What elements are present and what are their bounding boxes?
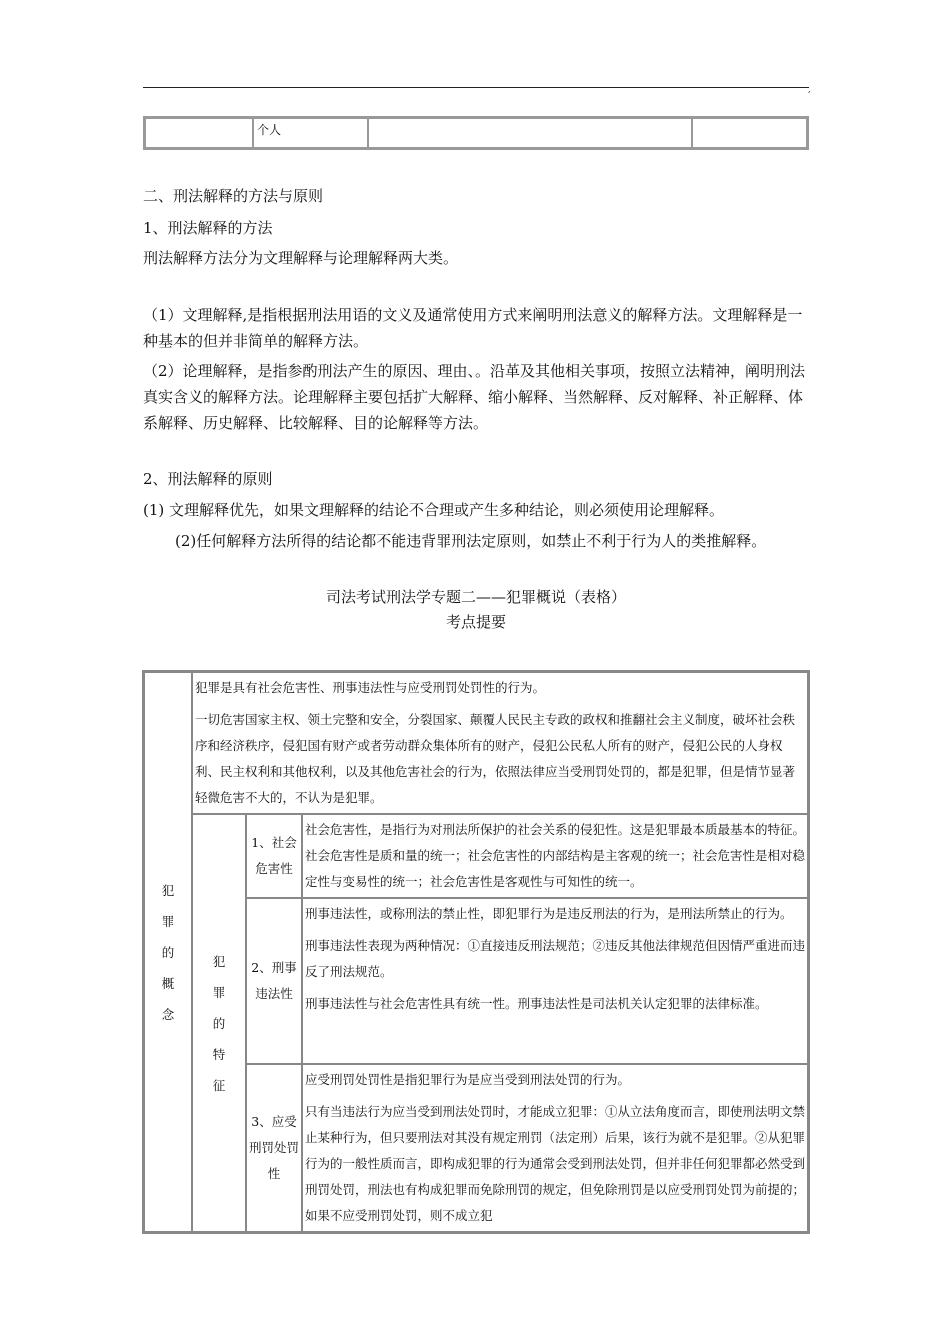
document-title: 司法考试刑法学专题二——犯罪概说（表格） — [325, 588, 626, 606]
crime-concept-table — [142, 670, 810, 1234]
features-label: 犯 罪 的 特 征 — [192, 814, 246, 1232]
methods-intro: 刑法解释方法分为文理解释与论理解释两大类。 — [143, 249, 459, 267]
row-label-crime-concept: 犯 罪 的 概 念 — [144, 672, 192, 1232]
feature-label-illegality: 2、刑事违法性 — [246, 898, 302, 1064]
subsection-heading-methods: 1、刑法解释的方法 — [143, 219, 273, 237]
feature-label-punishability: 3、应受刑罚处罚性 — [246, 1064, 302, 1232]
definition-statute: 一切危害国家主权、领土完整和安全，分裂国家、颠覆人民民主专政的政权和推翻社会主义制度，破坏社会秩序和经济秩序，侵犯国有财产或者劳动群众集体所有的财产，侵犯公民私人所有的财产，侵犯公民的人身权利、民主权利和其他权利，以及其他危害社会的行为，依照法律应当受刑罚处罚的，都是犯罪，但是情节显著轻微危害不大的，不认为是犯罪。 — [195, 712, 796, 805]
principle-1: (1) 文理解释优先，如果文理解释的结论不合理或产生多种结论，则必须使用论理解释。 — [143, 501, 725, 519]
document-subtitle: 考点提要 — [445, 613, 506, 631]
table-cell — [368, 118, 692, 148]
paragraph-literal-interpretation: （1）文理解释,是指根据刑法用语的文义及通常使用方式来阐明刑法意义的解释方法。文理解释是一种基本的但并非简单的解释方法。 — [143, 306, 803, 350]
section-heading: 二、刑法解释的方法与原则 — [143, 187, 324, 205]
principle-2: (2)任何解释方法所得的结论都不能违背罪刑法定原则，如禁止不利于行为人的类推解释。 — [175, 532, 767, 550]
top-table-fragment — [143, 116, 809, 150]
feature-content-punishability: 应受刑罚处罚性是指犯罪行为是应当受到刑法处罚的行为。 只有当违法行为应当受到刑法处罚时，才能成立犯罪：①从立法角度而言，即使刑法明文禁止某种行为，但只要刑法对其没有规定刑罚（法定刑）后果，该行为就不是犯罪。②从犯罪行为的一般性质而言，即构成犯罪的行为通常会受到刑法处罚，但并非任何犯罪都必然受到刑罚处罚，刑法也有构成犯罪而免除刑罚的规定，但免除刑罚是以应受刑罚处罚为前提的；如果不应受刑罚处罚，则不成立犯 — [302, 1064, 808, 1232]
table-cell — [145, 118, 253, 148]
header-rule — [143, 87, 809, 88]
definition-cell — [192, 672, 808, 814]
subsection-heading-principles: 2、刑法解释的原则 — [143, 470, 273, 488]
feature-label-social-harm: 1、社会危害性 — [246, 814, 302, 898]
feature-content-illegality: 刑事违法性，或称刑法的禁止性，即犯罪行为是违反刑法的行为，是刑法所禁止的行为。 刑事违法性表现为两种情况：①直接违反刑法规范；②违反其他法律规范但因情严重进而违反了刑法规范。 刑事违法性与社会危害性具有统一性。刑事违法性是司法机关认定犯罪的法律标准。 — [302, 898, 808, 1064]
feature-content-social-harm: 社会危害性，是指行为对刑法所保护的社会关系的侵犯性。这是犯罪最本质最基本的特征。社会危害性是质和量的统一；社会危害性的内部结构是主客观的统一；社会危害性是相对稳定性与变易性的统一；社会危害性是客观性与可知性的统一。 — [302, 814, 808, 898]
table-cell — [692, 118, 807, 148]
table-cell: 个人 — [253, 118, 368, 148]
paragraph-logical-interpretation: （2）论理解释，是指参酌刑法产生的原因、理由、。沿革及其他相关事项，按照立法精神，阐明刑法真实含义的解释方法。论理解释主要包括扩大解释、缩小解释、当然解释、反对解释、补正解释、体系解释、历史解释、比较解释、目的论解释等方法。 — [143, 362, 806, 432]
definition-summary: 犯罪是具有社会危害性、刑事违法性与应受刑罚处罚性的行为。 — [195, 680, 546, 695]
